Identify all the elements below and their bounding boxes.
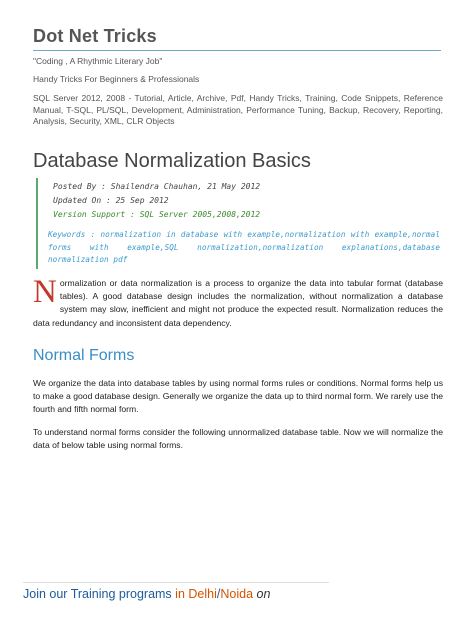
dropcap: N — [33, 274, 57, 310]
post-title: Database Normalization Basics — [33, 150, 311, 172]
site-tagline: "Coding , A Rhythmic Literary Job" — [33, 56, 163, 66]
city-delhi[interactable]: Delhi — [188, 587, 217, 601]
updated-on: Updated On : 25 Sep 2012 — [53, 196, 169, 205]
banner-on: on — [256, 587, 271, 601]
city-in: in — [175, 587, 185, 601]
site-title[interactable]: Dot Net Tricks — [33, 26, 157, 46]
version-support: Version Support : SQL Server 2005,2008,2012 — [53, 210, 261, 219]
keywords: Keywords : normalization in database with example,normalization with example,normal forms with example,SQL normalization,normalization explanations,database normalization pdf — [48, 230, 440, 264]
footer-divider — [23, 582, 329, 583]
post-meta-box — [36, 178, 444, 269]
training-banner[interactable] — [23, 587, 270, 601]
paragraph-unnormalized-table: To understand normal forms consider the following unnormalized database table. Now we will normalize the data of below table using normal forms. — [33, 427, 443, 451]
posted-by: Posted By : Shailendra Chauhan, 21 May 2012 — [53, 182, 261, 191]
training-link[interactable]: Join our Training programs — [23, 587, 172, 601]
city-noida[interactable]: Noida — [220, 587, 254, 601]
paragraph-normal-forms: We organize the data into database tables by using normal forms rules or conditions. Normal forms help us to make a good database design. Generally we organize the data up to third normal form. We rarely use the fourth and fifth normal form. — [33, 378, 443, 415]
intro-paragraph — [33, 274, 443, 330]
site-title-underline — [33, 50, 441, 51]
site-topics: SQL Server 2012, 2008 - Tutorial, Article, Archive, Pdf, Handy Tricks, Training, Code Snippets, Reference Manual, T-SQL, PL/SQL, Development, Administration, Performance Tuning, Backup, Recovery, Reporting, Analysis, Security, XML, CLR Objects — [33, 93, 443, 127]
city-separator: / — [216, 587, 221, 601]
intro-text: ormalization or data normalization is a process to organize the data into tabular format (database tables). A good database design includes the normalization, without normalization a database system may slow, inefficient and might not produce the expected result. Normalization reduces the data redundancy and inconsistent data dependency. — [33, 278, 443, 328]
site-subtagline: Handy Tricks For Beginners & Professionals — [33, 74, 200, 84]
section-heading-normal-forms: Normal Forms — [33, 347, 135, 364]
